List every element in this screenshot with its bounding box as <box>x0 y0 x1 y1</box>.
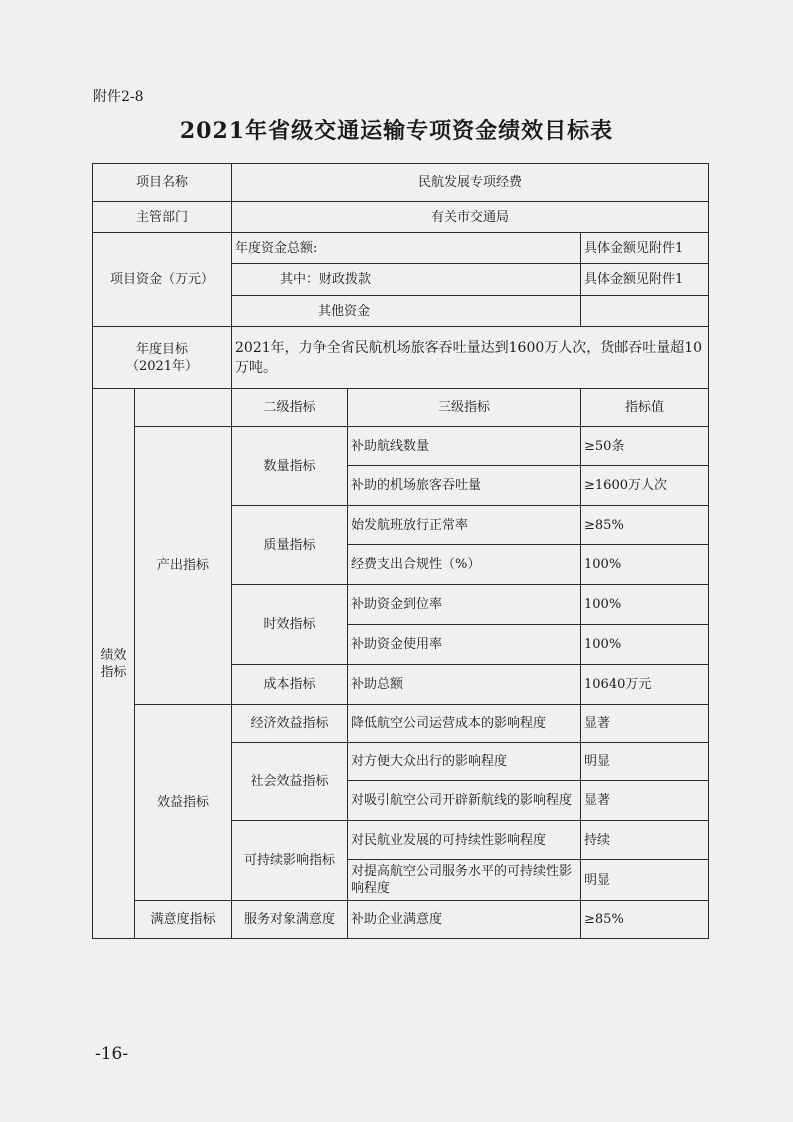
economic-indicator-label: 经济效益指标 <box>232 705 348 743</box>
project-name-label: 项目名称 <box>93 164 232 202</box>
page-title: 2021年省级交通运输专项资金绩效目标表 <box>179 118 614 144</box>
header-level2: 二级指标 <box>232 389 348 427</box>
annual-goal-text: 2021年，力争全省民航机场旅客吞吐量达到1600万人次，货邮吞吐量超10万吨。 <box>232 327 709 389</box>
performance-target-table <box>92 163 709 939</box>
service-satisfaction-label: 服务对象满意度 <box>232 901 348 939</box>
indicator-name: 对民航业发展的可持续性影响程度 <box>348 821 581 860</box>
performance-label <box>93 389 135 939</box>
timeliness-indicator-label: 时效指标 <box>232 585 348 665</box>
indicator-name: 补助总额 <box>348 665 581 705</box>
indicator-name: 始发航班放行正常率 <box>348 506 581 545</box>
social-indicator-label: 社会效益指标 <box>232 743 348 821</box>
indicator-name: 补助资金到位率 <box>348 585 581 625</box>
performance-label-line2: 指标 <box>100 664 127 680</box>
indicator-value: 100% <box>581 585 709 625</box>
indicator-name: 补助航线数量 <box>348 427 581 466</box>
indicator-value: 100% <box>581 545 709 585</box>
indicator-name: 对吸引航空公司开辟新航线的影响程度 <box>348 781 581 821</box>
indicator-name: 补助的机场旅客吞吐量 <box>348 466 581 506</box>
annex-label: 附件2-8 <box>93 89 144 105</box>
department-label: 主管部门 <box>93 202 232 233</box>
header-level1 <box>135 389 232 427</box>
indicator-value: 明显 <box>581 743 709 781</box>
indicator-name: 经费支出合规性（%） <box>348 545 581 585</box>
benefit-indicator-label: 效益指标 <box>135 705 232 901</box>
indicator-name: 降低航空公司运营成本的影响程度 <box>348 705 581 743</box>
annual-goal-label-line2: （2021年） <box>125 358 199 374</box>
indicator-value: ≥1600万人次 <box>581 466 709 506</box>
indicator-value: ≥85% <box>581 901 709 939</box>
indicator-value: ≥85% <box>581 506 709 545</box>
indicator-value: 100% <box>581 625 709 665</box>
indicator-name: 对方便大众出行的影响程度 <box>348 743 581 781</box>
header-level3: 三级指标 <box>348 389 581 427</box>
indicator-name: 补助资金使用率 <box>348 625 581 665</box>
indicator-value: 显著 <box>581 781 709 821</box>
annual-goal-label <box>93 327 232 389</box>
funds-other-label: 其他资金 <box>232 296 581 327</box>
satisfaction-indicator-label: 满意度指标 <box>135 901 232 939</box>
page-number: -16- <box>95 1044 129 1064</box>
output-indicator-label: 产出指标 <box>135 427 232 705</box>
funds-total-value: 具体金额见附件1 <box>581 233 709 264</box>
cost-indicator-label: 成本指标 <box>232 665 348 705</box>
performance-label-line1: 绩效 <box>100 647 127 663</box>
project-name-value: 民航发展专项经费 <box>232 164 709 202</box>
indicator-value: 显著 <box>581 705 709 743</box>
funds-other-value <box>581 296 709 327</box>
funds-label: 项目资金（万元） <box>93 233 232 327</box>
department-value: 有关市交通局 <box>232 202 709 233</box>
indicator-name: 对提高航空公司服务水平的可持续性影响程度 <box>348 860 581 901</box>
indicator-value: 10640万元 <box>581 665 709 705</box>
indicator-value: ≥50条 <box>581 427 709 466</box>
quantity-indicator-label: 数量指标 <box>232 427 348 506</box>
funds-finance-label: 其中：财政拨款 <box>232 264 581 296</box>
funds-total-label: 年度资金总额: <box>232 233 581 264</box>
indicator-value: 明显 <box>581 860 709 901</box>
header-value: 指标值 <box>581 389 709 427</box>
sustainability-indicator-label: 可持续影响指标 <box>232 821 348 901</box>
indicator-value: 持续 <box>581 821 709 860</box>
quality-indicator-label: 质量指标 <box>232 506 348 585</box>
indicator-name: 补助企业满意度 <box>348 901 581 939</box>
annual-goal-label-line1: 年度目标 <box>136 341 189 357</box>
funds-finance-value: 具体金额见附件1 <box>581 264 709 296</box>
